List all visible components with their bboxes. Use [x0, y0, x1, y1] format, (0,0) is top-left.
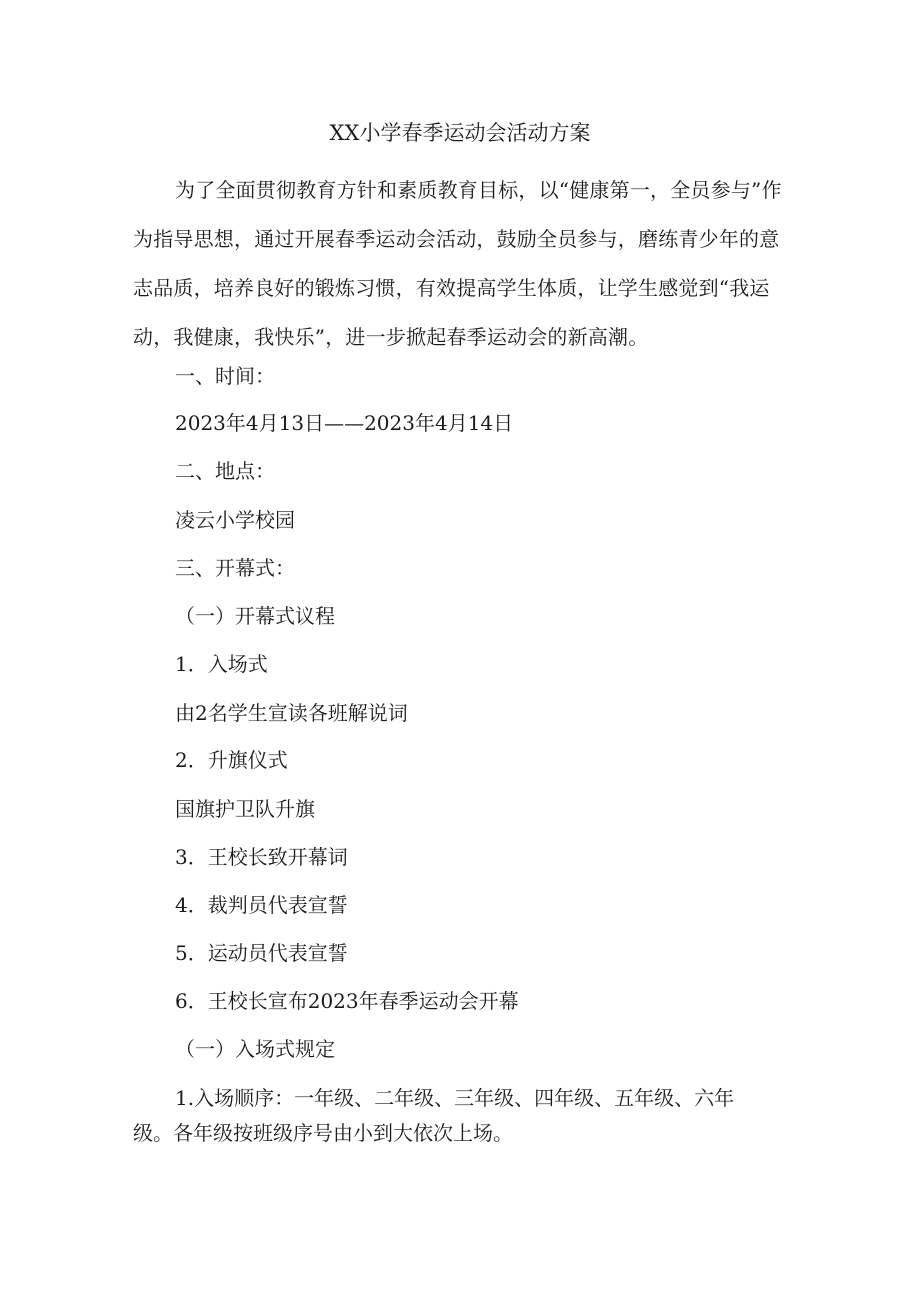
- event-location: 凌云小学校园: [175, 508, 295, 532]
- section-location-heading: 二、地点：: [175, 459, 275, 483]
- event-date: 2023年4月13日——2023年4月14日: [175, 411, 514, 435]
- section-opening-heading: 三、开幕式：: [175, 556, 295, 580]
- agenda-item-6: 6．王校长宣布2023年春季运动会开幕: [175, 989, 519, 1013]
- agenda-item-2: 2．升旗仪式: [175, 748, 288, 772]
- agenda-item-3: 3．王校长致开幕词: [175, 845, 348, 869]
- document-title: XX小学春季运动会活动方案: [329, 121, 591, 145]
- agenda-item-2-detail: 国旗护卫队升旗: [175, 797, 315, 821]
- subsection-entrance-rules-heading: （一）入场式规定: [175, 1037, 335, 1061]
- intro-paragraph: 为了全面贯彻教育方针和素质教育目标，以“健康第一，全员参与”作为指导思想，通过开展春季运动会活动，鼓励全员参与，磨练青少年的意志品质，培养良好的锻炼习惯，有效提高学生体质，让学生感觉到“我运动，我健康，我快乐”，进一步掀起春季运动会的新高潮。: [133, 178, 782, 349]
- agenda-item-5: 5．运动员代表宣誓: [175, 941, 348, 965]
- agenda-item-4: 4．裁判员代表宣誓: [175, 893, 348, 917]
- section-time-heading: 一、时间：: [175, 364, 275, 388]
- agenda-item-1-detail: 由2名学生宣读各班解说词: [175, 701, 408, 725]
- entrance-order-paragraph: 1.入场顺序：一年级、二年级、三年级、四年级、五年级、六年级。各年级按班级序号由小到大依次上场。: [133, 1086, 735, 1145]
- agenda-item-1: 1．入场式: [175, 652, 268, 676]
- subsection-agenda-heading: （一）开幕式议程: [175, 604, 335, 628]
